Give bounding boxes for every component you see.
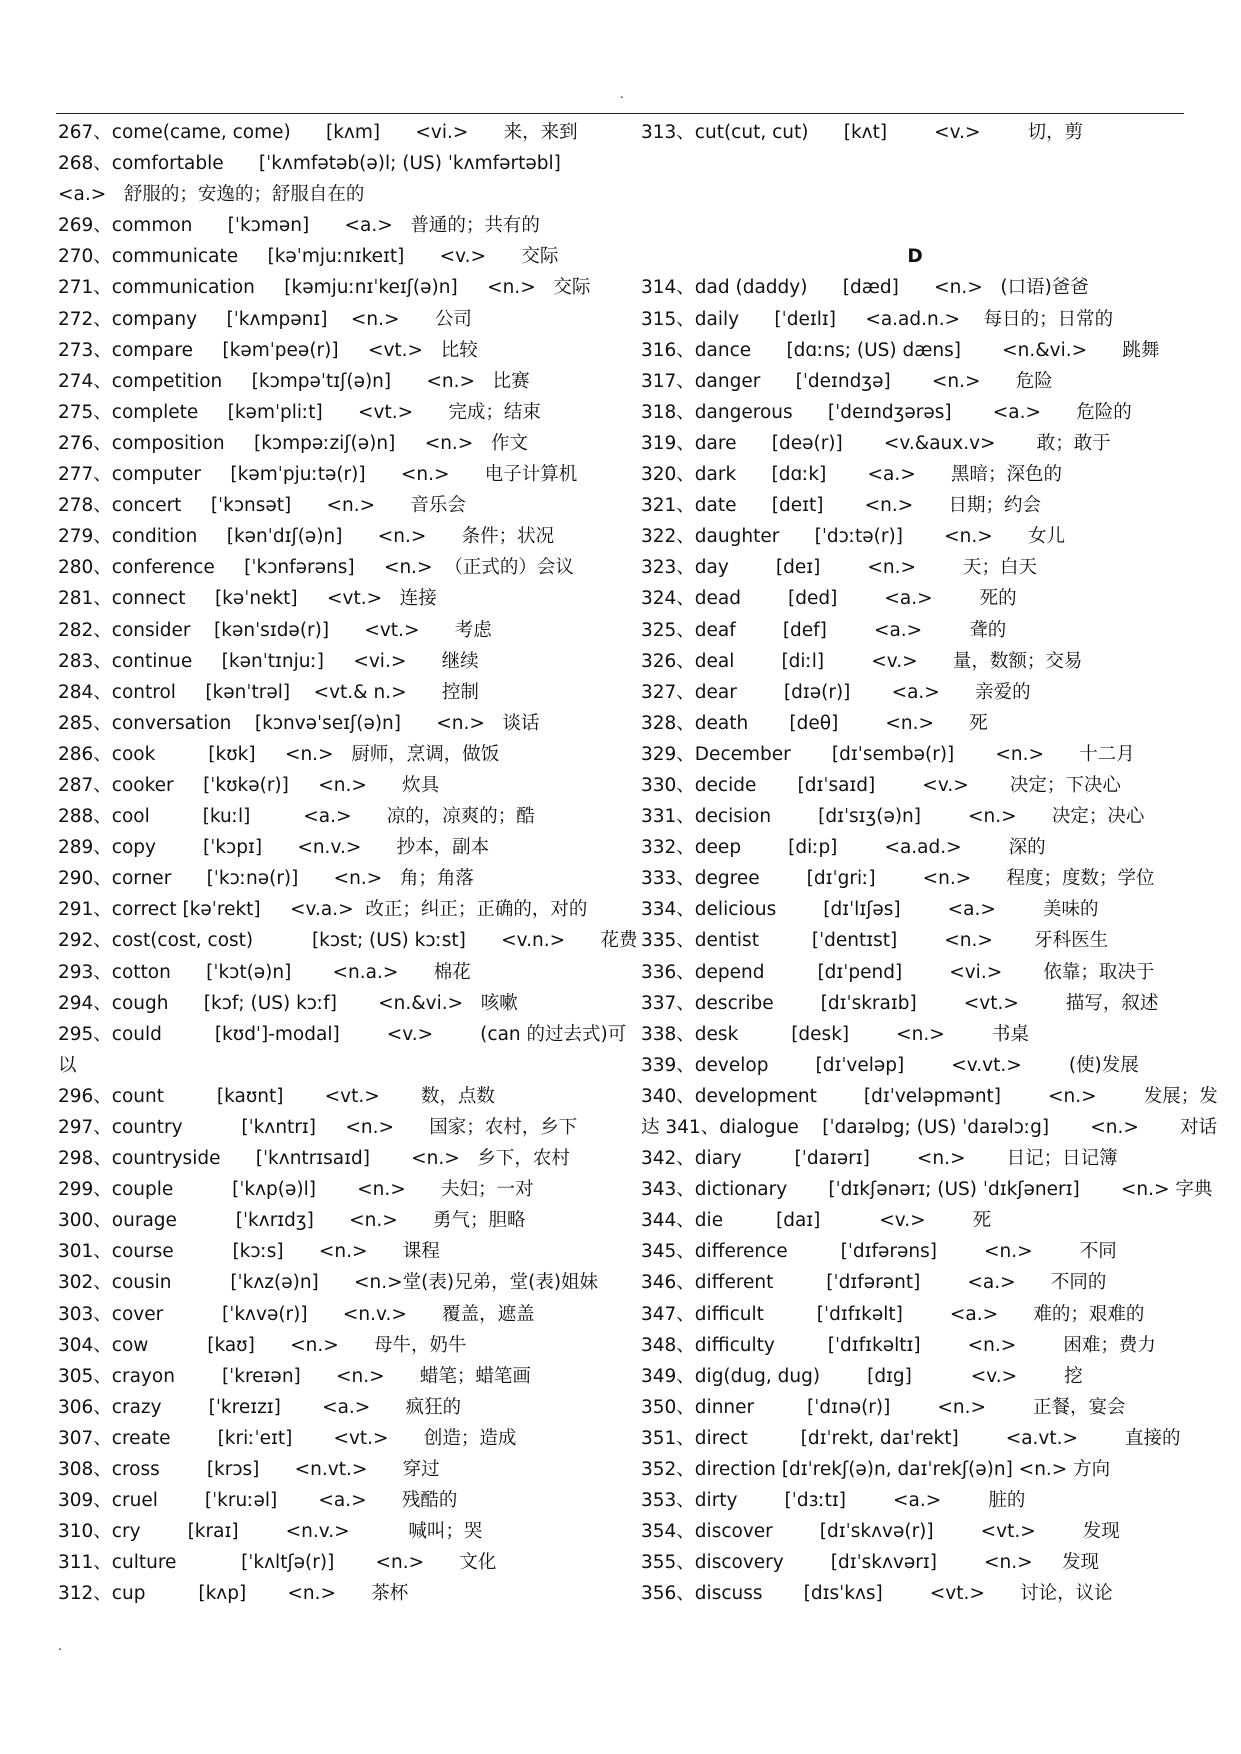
vocab-line: 350、dinner [ˈdɪnə(r)] <n.> 正餐，宴会 (641, 1396, 1126, 1418)
vocab-line: 279、condition [kənˈdɪʃ(ə)n] <n.> 条件；状况 (58, 526, 555, 548)
vocab-line: 272、company [ˈkʌmpənɪ] <n.> 公司 (58, 308, 472, 330)
vocab-line: 269、common [ˈkɔmən] <a.> 普通的；共有的 (58, 215, 540, 237)
vocab-line: 299、couple [ˈkʌp(ə)l] <n.> 夫妇；一对 (58, 1179, 534, 1201)
vocab-line (641, 148, 1189, 179)
vocab-line: 297、country [ˈkʌntrɪ] <n.> 国家；农村，乡下 (58, 1117, 578, 1138)
vocab-line: 307、create [kriːˈeɪt] <vt.> 创造；造成 (58, 1427, 517, 1449)
vocab-line: 325、deaf [def] <a.> 聋的 (641, 619, 1007, 641)
vocab-line: 319、dare [deə(r)] <v.&aux.v> 敢；敢于 (641, 432, 1111, 454)
vocab-line: 308、cross [krɔs] <n.vt.> 穿过 (58, 1459, 440, 1481)
vocab-line: 304、cow [kaʊ] <n.> 母牛，奶牛 (58, 1334, 467, 1356)
vocab-line: 329、December [dɪˈsembə(r)] <n.> 十二月 (641, 743, 1135, 765)
vocab-line: 340、development [dɪˈveləpmənt] <n.> 发展；发 (641, 1085, 1218, 1107)
vocab-line: 336、depend [dɪˈpend] <vi.> 依靠；取决于 (641, 961, 1155, 983)
vocab-line: 320、dark [dɑːk] <a.> 黑暗；深色的 (641, 464, 1063, 486)
vocab-line: 291、correct [kəˈrekt] <v.a.> 改正；纠正；正确的，对的 (58, 899, 588, 921)
vocab-line: 306、crazy [ˈkreɪzɪ] <a.> 疯狂的 (58, 1396, 462, 1418)
vocab-line: 281、connect [kəˈnekt] <vt.> 连接 (58, 588, 437, 610)
vocab-line: 280、conference [ˈkɔnfərəns] <n.> （正式的）会议 (58, 557, 574, 579)
vocab-line: 334、delicious [dɪˈlɪʃəs] <a.> 美味的 (641, 899, 1099, 921)
vocab-line (641, 179, 1189, 210)
left-column (58, 117, 638, 1610)
vocab-line: 313、cut(cut, cut) [kʌt] <v.> 切，剪 (641, 122, 1084, 143)
vocab-line: 268、comfortable [ˈkʌmfətəb(ə)l; (US) ˈkʌmfərtəbl] (58, 153, 561, 175)
header-rule (56, 113, 1184, 114)
vocab-line: 274、competition [kɔmpəˈtɪʃ(ə)n] <n.> 比赛 (58, 370, 530, 392)
vocab-line: 达 341、dialogue [ˈdaɪəlɒg; (US) ˈdaɪəlɔːg] <n.> 对话 (641, 1117, 1218, 1138)
vocab-line: 354、discover [dɪˈskʌvə(r)] <vt.> 发现 (641, 1521, 1120, 1543)
vocab-line: 289、copy [ˈkɔpɪ] <n.v.> 抄本，副本 (58, 837, 490, 859)
vocab-line: 296、count [kaʊnt] <vt.> 数，点数 (58, 1085, 495, 1107)
vocab-line: 330、decide [dɪˈsaɪd] <v.> 决定；下决心 (641, 774, 1121, 796)
vocab-line: 342、diary [ˈdaɪərɪ] <n.> 日记；日记簿 (641, 1148, 1118, 1170)
vocab-line: 348、difficulty [ˈdɪfɪkəltɪ] <n.> 困难；费力 (641, 1334, 1156, 1356)
vocab-line: 338、desk [desk] <n.> 书桌 (641, 1023, 1029, 1045)
vocab-line: 324、dead [ded] <a.> 死的 (641, 588, 1017, 610)
vocab-line: 275、complete [kəmˈpliːt] <vt.> 完成；结束 (58, 401, 541, 423)
vocab-line: 349、dig(dug, dug) [dɪg] <v.> 挖 (641, 1365, 1083, 1387)
vocab-line: 352、direction [dɪˈrekʃ(ə)n, daɪˈrekʃ(ə)n] <n.> 方向 (641, 1459, 1111, 1481)
vocab-line: 337、describe [dɪˈskraɪb] <vt.> 描写，叙述 (641, 992, 1159, 1014)
vocab-line: 321、date [deɪt] <n.> 日期；约会 (641, 495, 1042, 517)
vocab-line: 303、cover [ˈkʌvə(r)] <n.v.> 覆盖，遮盖 (58, 1303, 535, 1325)
footer-dot: . (58, 1639, 62, 1653)
right-column (641, 117, 1218, 1610)
vocab-line: 347、difficult [ˈdɪfɪkəlt] <a.> 难的；艰难的 (641, 1303, 1145, 1325)
vocab-line: 282、consider [kənˈsɪdə(r)] <vt.> 考虑 (58, 619, 492, 641)
vocab-line: 285、conversation [kɔnvəˈseɪʃ(ə)n] <n.> 谈话 (58, 712, 540, 734)
vocab-line: 314、dad (daddy) [dæd] <n.> (口语)爸爸 (641, 277, 1089, 299)
vocab-line: 331、decision [dɪˈsɪʒ(ə)n] <n.> 决定；决心 (641, 806, 1145, 828)
vocab-line: 328、death [deθ] <n.> 死 (641, 712, 988, 734)
vocab-line: 353、dirty [ˈdɜːtɪ] <a.> 脏的 (641, 1490, 1026, 1512)
vocab-line: 327、dear [dɪə(r)] <a.> 亲爱的 (641, 681, 1031, 703)
vocab-line: 270、communicate [kəˈmjuːnɪkeɪt] <v.> 交际 (58, 246, 559, 268)
vocab-line: 293、cotton [ˈkɔt(ə)n] <n.a.> 棉花 (58, 961, 471, 983)
vocab-line: 300、ourage [ˈkʌrɪdʒ] <n.> 勇气；胆略 (58, 1210, 526, 1232)
vocab-line: 271、communication [kəmjuːnɪˈkeɪʃ(ə)n] <n.> 交际 (58, 277, 591, 299)
vocab-line: 295、could [kʊdˈ]-modal] <v.> (can 的过去式)可 (58, 1023, 627, 1045)
vocab-line: 286、cook [kʊk] <n.> 厨师，烹调，做饭 (58, 743, 500, 765)
vocab-line: 312、cup [kʌp] <n.> 茶杯 (58, 1583, 409, 1605)
section-heading: D (907, 246, 923, 268)
vocab-line: 351、direct [dɪˈrekt, daɪˈrekt] <a.vt.> 直接的 (641, 1427, 1181, 1449)
vocab-line: <a.> 舒服的；安逸的；舒服自在的 (58, 184, 365, 206)
vocab-line: 345、difference [ˈdɪfərəns] <n.> 不同 (641, 1241, 1117, 1263)
vocab-line: 333、degree [dɪˈgriː] <n.> 程度；度数；学位 (641, 868, 1155, 890)
vocab-line: 267、come(came, come) [kʌm] <vi.> 来，来到 (58, 122, 578, 143)
vocab-line: 277、computer [kəmˈpjuːtə(r)] <n.> 电子计算机 (58, 464, 578, 486)
vocab-line: 287、cooker [ˈkʊkə(r)] <n.> 炊具 (58, 774, 440, 796)
vocab-line: 323、day [deɪ] <n.> 天；白天 (641, 557, 1038, 579)
vocab-line: 332、deep [diːp] <a.ad.> 深的 (641, 837, 1046, 859)
vocab-line: 283、continue [kənˈtɪnjuː] <vi.> 继续 (58, 650, 479, 672)
vocab-line: 305、crayon [ˈkreɪən] <n.> 蜡笔；蜡笔画 (58, 1365, 531, 1387)
vocab-line: 344、die [daɪ] <v.> 死 (641, 1210, 992, 1232)
vocab-line: 318、dangerous [ˈdeɪndʒərəs] <a.> 危险的 (641, 401, 1132, 423)
vocab-line: 309、cruel [ˈkruːəl] <a.> 残酷的 (58, 1490, 458, 1512)
vocab-line: 326、deal [diːl] <v.> 量，数额；交易 (641, 650, 1083, 672)
vocab-line: 以 (58, 1054, 77, 1076)
vocab-line: 302、cousin [ˈkʌz(ə)n] <n.>堂(表)兄弟，堂(表)姐妹 (58, 1272, 599, 1294)
vocab-line: 316、dance [dɑːns; (US) dæns] <n.&vi.> 跳舞 (641, 339, 1160, 361)
vocab-line: 290、corner [ˈkɔːnə(r)] <n.> 角；角落 (58, 868, 474, 890)
vocab-line: 315、daily [ˈdeɪlɪ] <a.ad.n.> 每日的；日常的 (641, 308, 1114, 330)
vocab-line: 356、discuss [dɪsˈkʌs] <vt.> 讨论，议论 (641, 1583, 1113, 1605)
vocab-line: 294、cough [kɔf; (US) kɔːf] <n.&vi.> 咳嗽 (58, 992, 518, 1014)
vocab-line: 322、daughter [ˈdɔːtə(r)] <n.> 女儿 (641, 526, 1066, 548)
vocab-line: 288、cool [kuːl] <a.> 凉的，凉爽的；酷 (58, 806, 535, 828)
vocab-line: 284、control [kənˈtrəl] <vt.& n.> 控制 (58, 681, 479, 703)
vocab-line: 310、cry [kraɪ] <n.v.> 喊叫；哭 (58, 1521, 483, 1543)
vocab-line: 343、dictionary [ˈdɪkʃənərɪ; (US) ˈdɪkʃənerɪ] <n.> 字典 (641, 1179, 1213, 1201)
vocab-line: 346、different [ˈdɪfərənt] <a.> 不同的 (641, 1272, 1107, 1294)
vocab-line: 292、cost(cost, cost) [kɔst; (US) kɔːst] <v.n.> 花费 (58, 930, 638, 952)
vocab-line: 335、dentist [ˈdentɪst] <n.> 牙科医生 (641, 930, 1109, 952)
vocab-line: 355、discovery [dɪˈskʌvərɪ] <n.> 发现 (641, 1552, 1100, 1574)
vocab-line: 278、concert [ˈkɔnsət] <n.> 音乐会 (58, 495, 466, 517)
vocab-line: 276、composition [kɔmpəːziʃ(ə)n] <n.> 作文 (58, 432, 528, 454)
vocab-line: 311、culture [ˈkʌltʃə(r)] <n.> 文化 (58, 1552, 497, 1574)
vocab-line: 298、countryside [ˈkʌntrɪsaɪd] <n.> 乡下，农村 (58, 1148, 570, 1170)
vocab-line: 301、course [kɔːs] <n.> 课程 (58, 1241, 440, 1263)
vocab-line (641, 210, 1189, 241)
header-dot: . (620, 87, 624, 101)
vocab-line: 339、develop [dɪˈveləp] <v.vt.> (使)发展 (641, 1054, 1139, 1076)
vocab-line: 317、danger [ˈdeɪndʒə] <n.> 危险 (641, 370, 1053, 392)
vocab-line: 273、compare [kəmˈpeə(r)] <vt.> 比较 (58, 339, 478, 361)
